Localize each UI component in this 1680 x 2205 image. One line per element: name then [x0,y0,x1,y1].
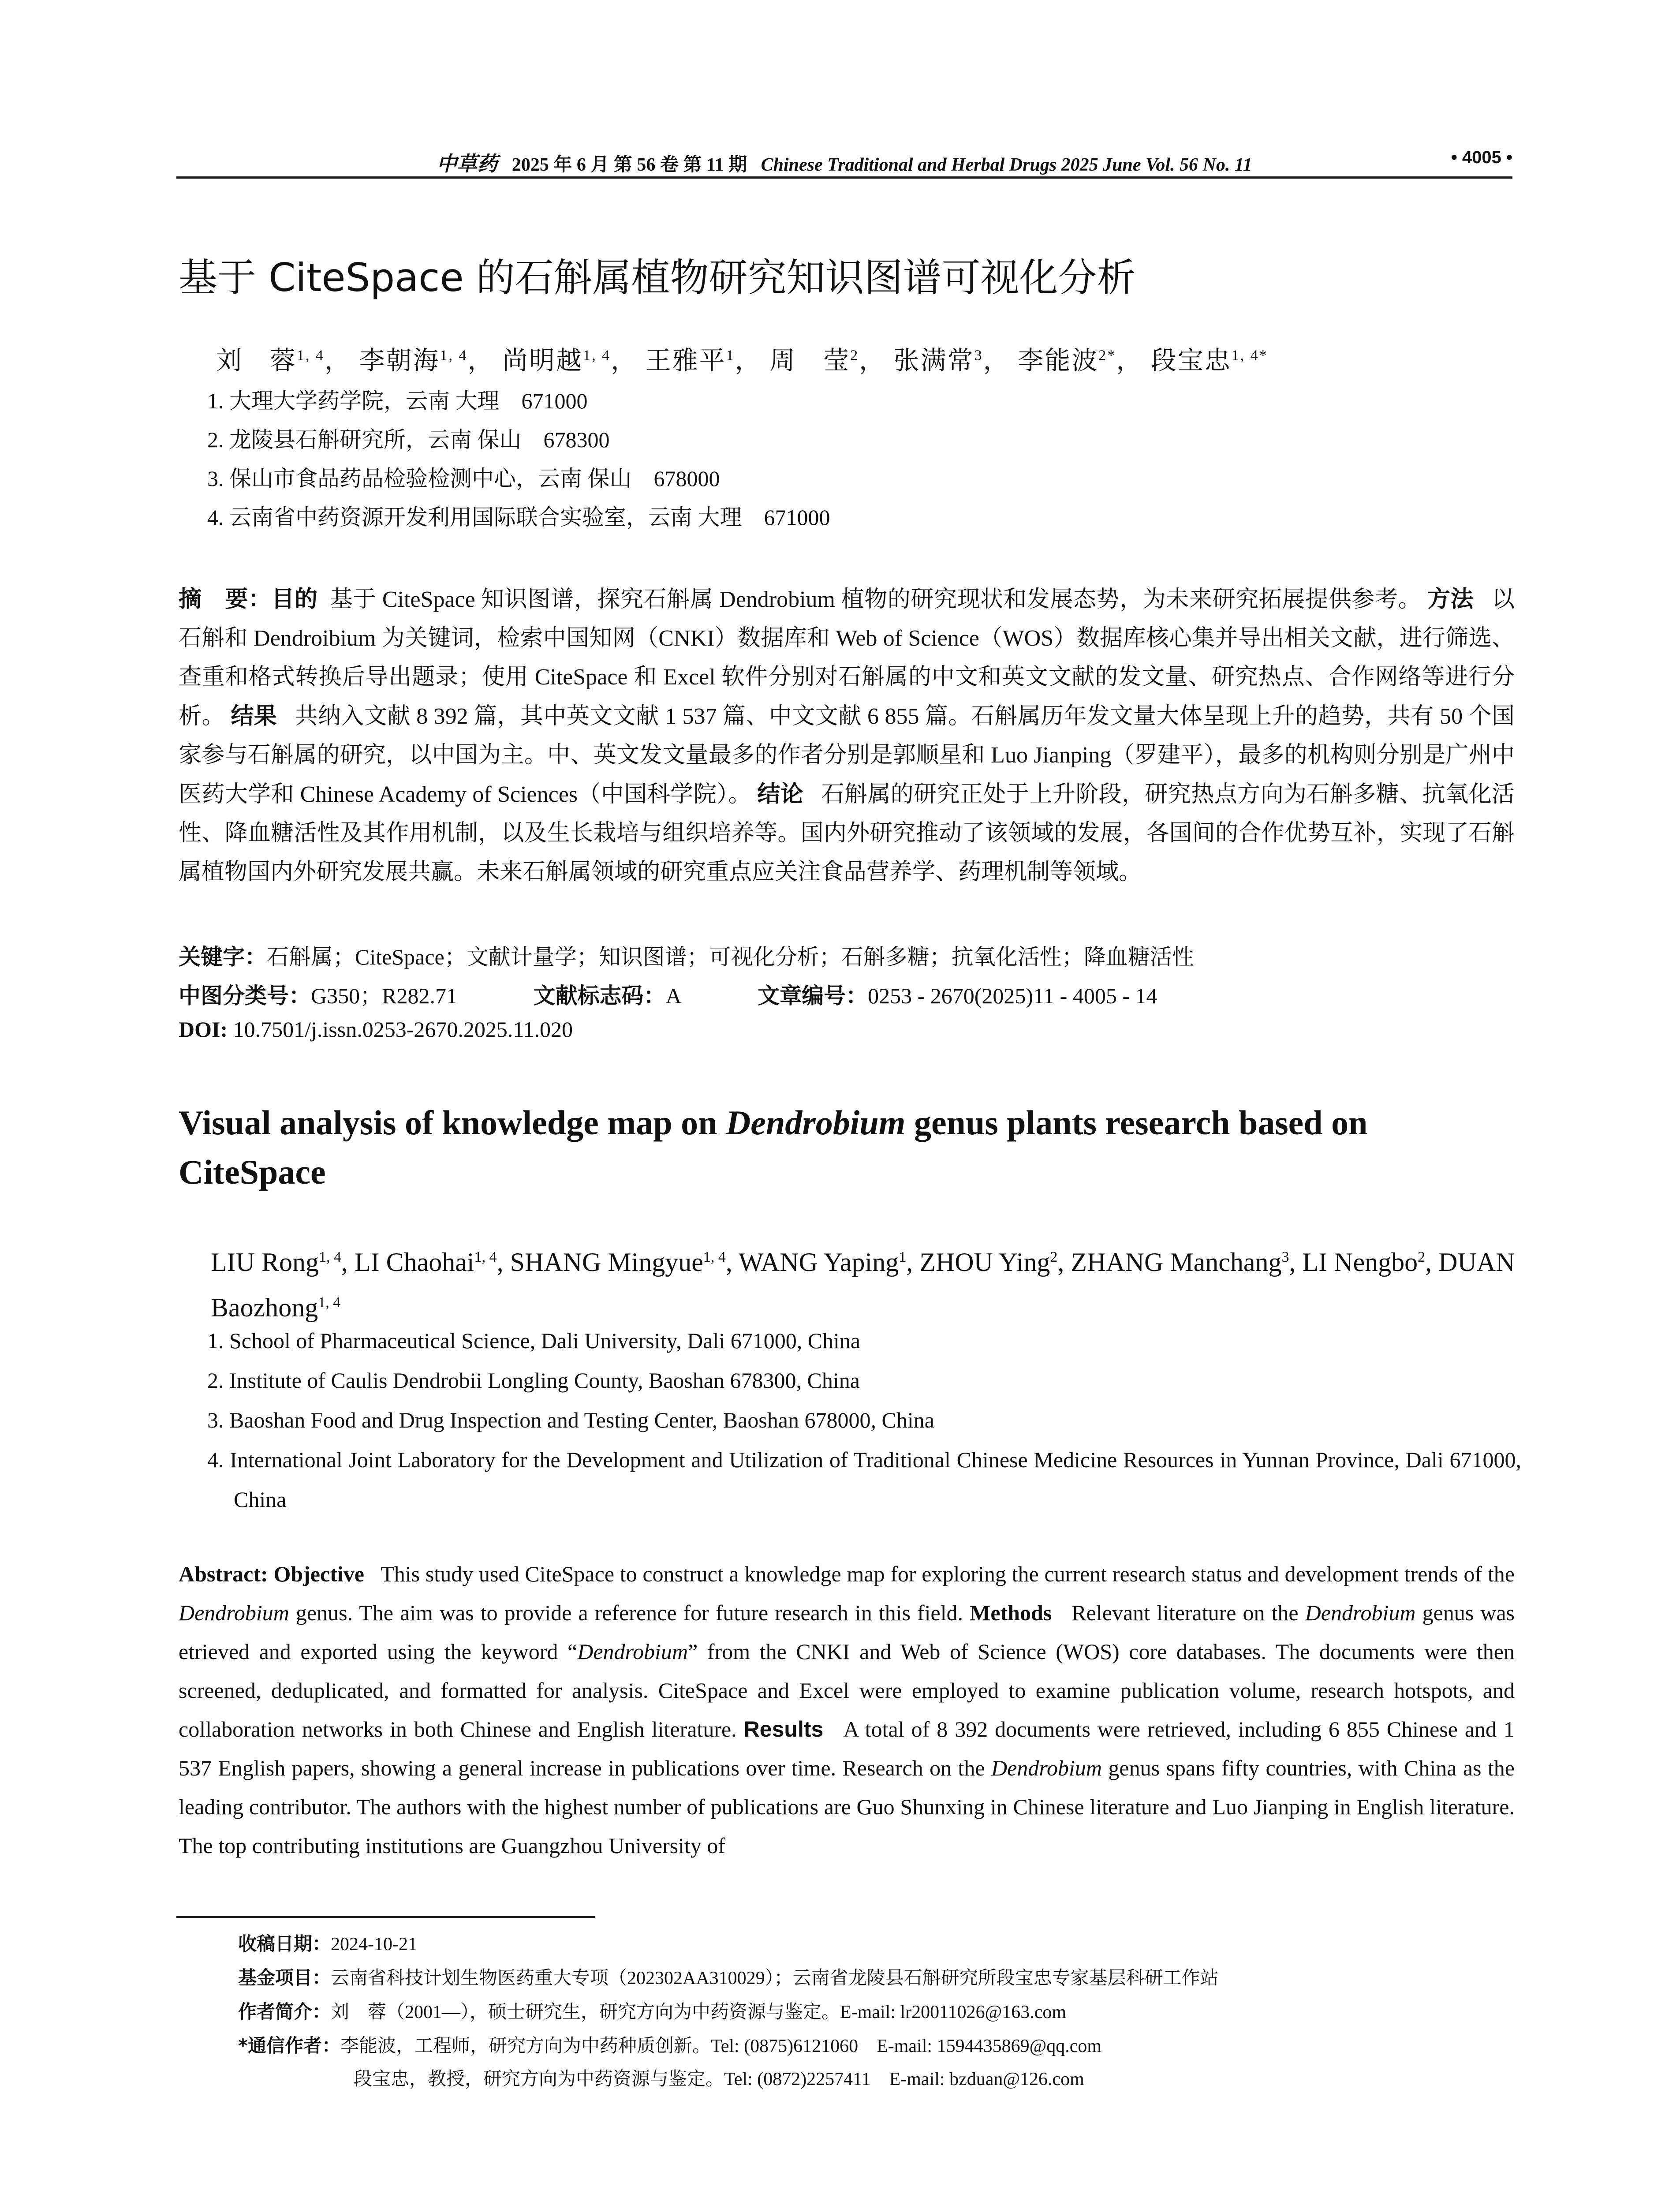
header-line [176,148,1512,177]
en-author: LIU Rong$^{1, 4}$, [211,1248,355,1277]
en-affiliation: 3. Baoshan Food and Drug Inspection and Testing Center, Baoshan 678000, China [207,1408,934,1432]
cn-conclusion-head: 结论 [757,781,804,807]
received-date: 收稿日期：2024-10-21 [238,1933,417,1955]
en-author: SHANG Mingyue$^{1, 4}$, [510,1248,739,1277]
cn-results-text: 共纳入文献 8 392 篇，其中英文文献 1 537 篇、中文文献 6 855 篇。石斛属历年发文量大体呈现上升的趋势，共有 50 个国家参与石斛属的研究，以中国为主。中、英文发文量最多的作者分别是郭顺星和 Luo Jianping（罗建平），最多的机构则分别是广州中医药大学和 Chinese Academy of Sciences（中国科学院）。 [179,704,1515,807]
fund-info: 基金项目：云南省科技计划生物医药重大专项（202302AA310029）；云南省龙陵县石斛研究所段宝忠专家基层科研工作站 [238,1967,1219,1988]
en-author-list [211,1237,1516,1328]
cn-methods-text: 以石斛和 Dendroibium 为关键词，检索中国知网（CNKI）数据库和 Web of Science（WOS）数据库核心集并导出相关文献，进行筛选、查重和格式转换后导出题录；使用 CiteSpace 和 Excel 软件分别对石斛属的中文和英文文献的发文量、研究热点、合作网络等进行分析。 [179,587,1515,729]
en-author: LI Nengbo$^2$, [1302,1248,1439,1277]
cn-objective-head: 目的 [271,586,318,613]
cn-affiliation: 4. 云南省中药资源开发利用国际联合实验室，云南 大理 671000 [207,505,830,530]
keywords-line [179,939,1515,971]
author-bio: 作者简介：刘 蓉（2001—），硕士研究生，研究方向为中药资源与鉴定。E-mail: lr20011026@163.com [238,2001,1067,2022]
cn-abstract [179,580,1515,892]
en-author: ZHANG Manchang$^3$, [1071,1248,1303,1277]
en-author: ZHOU Ying$^2$, [919,1248,1071,1277]
clc-value: G350；R282.71 [311,983,457,1008]
en-results-head: Results [743,1717,824,1742]
en-methods-head: Methods [970,1600,1052,1625]
cn-author: 王雅平$^1$， [645,346,762,375]
cn-affiliation: 3. 保山市食品药品检验检测中心，云南 保山 678000 [207,466,720,491]
en-author: LI Chaohai$^{1, 4}$, [354,1248,510,1277]
cn-author: 周 莹$^2$， [769,346,886,375]
en-objective-head: Objective [273,1562,364,1586]
keywords-text: 石斛属；CiteSpace；文献计量学；知识图谱；可视化分析；石斛多糖；抗氧化活性；降血糖活性 [267,945,1194,969]
cn-author: 刘 蓉$^{1, 4}$， [216,346,352,375]
doc-code-value: A [665,983,682,1008]
cn-affiliation: 1. 大理大学药学院，云南 大理 671000 [207,389,588,413]
cn-conclusion-text: 石斛属的研究正处于上升阶段，研究热点方向为石斛多糖、抗氧化活性、降血糖活性及其作用机制，以及生长栽培与组织培养等。国内外研究推动了该领域的发展，各国间的合作优势互补，实现了石斛属植物国内外研究发展共赢。未来石斛属领域的研究重点应关注食品营养学、药理机制等领域。 [179,782,1515,885]
journal-name-en: Chinese Traditional and Herbal Drugs 2025 June Vol. 56 No. 11 [761,155,1252,175]
journal-name-cn: 中草药 [437,153,498,175]
corresponding-author-2: 段宝忠，教授，研究方向为中药资源与鉴定。Tel: (0872)2257411 E-mail: bzduan@126.com [354,2069,1084,2089]
en-affiliation: 4. International Joint Laboratory for the Development and Utilization of Traditional Chinese Medicine Resources in Yunnan Province, Dali 671000, China [207,1447,1521,1512]
doi-line [179,1017,1515,1042]
en-abstract: Abstract: Objective This study used CiteSpace to construct a knowledge map for exploring the current research status and development trends of the Dendrobium genus. The aim was to provide a reference for future research in this field. Methods Relevant literature on the Dendrobium genus was etrieved and exported using the keyword “Dendrobium” from the CNKI and Web of Science (WOS) core databases. The documents were then screened, deduplicated, and formatted for analysis. CiteSpace and Excel were employed to examine publication volume, research hotspots, and collaboration networks in both Chinese and English literature. Results A total of 8 392 documents were retrieved, including 6 855 Chinese and 1 537 English papers, showing a general increase in publications over time. Research on the Dendrobium genus spans fifty countries, with China as the leading contributor. The authors with the highest number of publications are Guo Shunxing in Chinese literature and Luo Jianping in English literature. The top contributing institutions are Guangzhou University of [179,1562,1515,1858]
keywords-label: 关键字： [179,944,267,970]
cn-author-list [216,340,1517,377]
en-affiliation-list [207,1321,1521,1519]
en-abstract-label: Abstract: [179,1562,268,1586]
cn-affiliation: 2. 龙陵县石斛研究所，云南 保山 678300 [207,427,610,452]
cn-results-head: 结果 [231,703,277,729]
cn-author: 张满常$^3$， [893,346,1010,375]
cn-affiliation-list [207,381,1521,537]
running-header [176,148,1512,174]
doi-value: 10.7501/j.issn.0253-2670.2025.11.020 [233,1017,573,1042]
cn-title: 基于 CiteSpace 的石斛属植物研究知识图谱可视化分析 [179,255,1136,300]
footnote-rule [176,1916,595,1918]
issue-cn: 2025 年 6 月 第 56 卷 第 11 期 [511,155,747,175]
cn-author: 李朝海$^{1, 4}$， [359,346,495,375]
en-affiliation: 2. Institute of Caulis Dendrobii Longling County, Baoshan 678300, China [207,1368,860,1393]
cn-author: 段宝忠$^{1, 4*}$ [1150,346,1268,375]
clc-label: 中图分类号： [179,983,311,1009]
corresponding-author-1: *通信作者：李能波，工程师，研究方向为中药种质创新。Tel: (0875)6121060 E-mail: 1594435869@qq.com [238,2035,1102,2056]
doi-label: DOI: [179,1017,228,1042]
cn-author: 尚明越$^{1, 4}$， [502,346,638,375]
cn-objective-text: 基于 CiteSpace 知识图谱，探究石斛属 Dendrobium 植物的研究现状和发展态势，为未来研究拓展提供参考。 [330,587,1422,612]
article-no-value: 0253 - 2670(2025)11 - 4005 - 14 [868,983,1157,1008]
en-affiliation: 1. School of Pharmaceutical Science, Dali University, Dali 671000, China [207,1328,861,1353]
footnotes [238,1927,1517,2096]
classification-line [179,978,1515,1010]
cn-abstract-label: 摘 要： [179,586,272,613]
cn-methods-head: 方法 [1427,586,1474,613]
en-author: WANG Yaping$^1$, [738,1248,920,1277]
page-number: • 4005 • [1451,148,1512,167]
en-author: DUAN Baozhong$^{1, 4}$ [211,1248,1515,1322]
doc-code-label: 文献标志码： [533,983,666,1009]
article-no-label: 文章编号： [758,983,868,1009]
header-rule [176,176,1512,179]
en-title: Visual analysis of knowledge map on Dendrobium genus plants research based on CiteSpace [179,1103,1368,1191]
cn-author: 李能波$^{2*}$， [1018,346,1143,375]
